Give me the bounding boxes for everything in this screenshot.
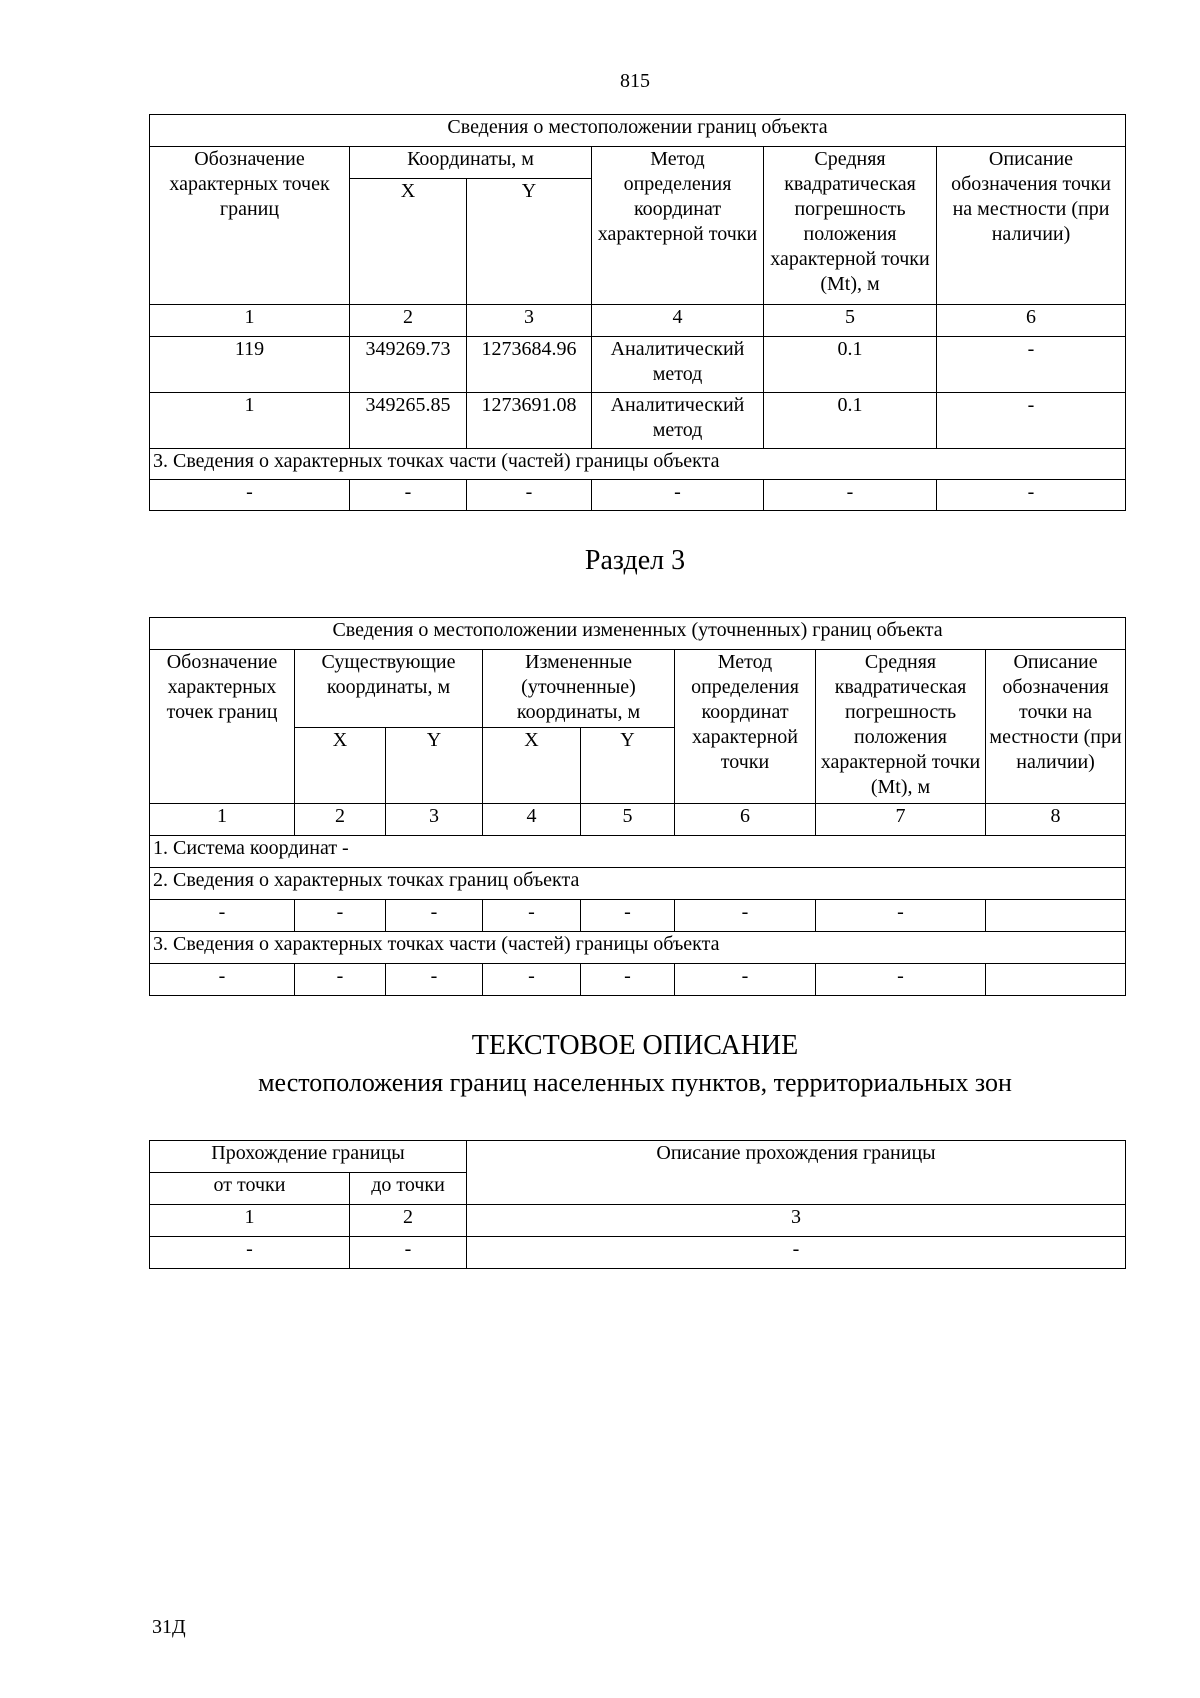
empty-cell: - — [386, 964, 483, 996]
empty-cell: - — [386, 900, 483, 932]
header-y: Y — [581, 728, 675, 804]
header-x: X — [350, 179, 467, 305]
empty-cell — [986, 900, 1126, 932]
table-title: Сведения о местоположении границ объекта — [150, 115, 1126, 147]
header-accuracy: Средняя квадратическая погрешность положения характерной точки (Mt), м — [764, 147, 937, 305]
empty-cell: - — [295, 964, 386, 996]
column-number: 2 — [295, 804, 386, 836]
empty-cell — [986, 964, 1126, 996]
empty-cell: - — [150, 964, 295, 996]
column-number: 6 — [937, 305, 1126, 337]
header-passage-description: Описание прохождения границы — [467, 1141, 1126, 1205]
text-description-title: ТЕКСТОВОЕ ОПИСАНИЕ — [471, 1030, 799, 1061]
header-accuracy: Средняя квадратическая погрешность положения характерной точки (Mt), м — [816, 650, 986, 804]
header-y: Y — [467, 179, 592, 305]
column-number: 5 — [581, 804, 675, 836]
table-row — [150, 1237, 1126, 1269]
column-number: 3 — [467, 305, 592, 337]
section-label: 3. Сведения о характерных точках части (частей) границы объекта — [150, 932, 1126, 964]
empty-cell: - — [483, 900, 581, 932]
column-number: 5 — [764, 305, 937, 337]
empty-cell: - — [675, 964, 816, 996]
column-number: 1 — [150, 305, 350, 337]
table-row — [150, 393, 1126, 449]
column-number: 2 — [350, 1205, 467, 1237]
page-number: 815 — [620, 70, 650, 92]
header-to-point: до точки — [350, 1173, 467, 1205]
table-row — [150, 900, 1126, 932]
header-existing-coordinates: Существующие координаты, м — [295, 650, 483, 728]
changed-boundary-table — [149, 617, 1126, 996]
empty-cell: - — [467, 480, 592, 511]
section-label: 3. Сведения о характерных точках части (частей) границы объекта — [150, 449, 1126, 480]
header-passage: Прохождение границы — [150, 1141, 467, 1173]
empty-cell: - — [150, 900, 295, 932]
header-point-designation: Обозначение характерных точек границ — [150, 147, 350, 305]
empty-cell: - — [483, 964, 581, 996]
column-number: 8 — [986, 804, 1126, 836]
header-y: Y — [386, 728, 483, 804]
description: - — [937, 337, 1126, 393]
point-id: 1 — [150, 393, 350, 449]
empty-cell: - — [816, 900, 986, 932]
section-label: 2. Сведения о характерных точках границ объекта — [150, 868, 1126, 900]
empty-cell: - — [295, 900, 386, 932]
column-number: 7 — [816, 804, 986, 836]
empty-cell: - — [937, 480, 1126, 511]
empty-cell: - — [581, 964, 675, 996]
coordinate-system-label: 1. Система координат - — [150, 836, 1126, 868]
header-coordinates: Координаты, м — [350, 147, 592, 179]
header-method: Метод определения координат характерной точки — [592, 147, 764, 305]
column-number: 4 — [592, 305, 764, 337]
column-number: 4 — [483, 804, 581, 836]
boundary-passage-table — [149, 1140, 1126, 1269]
description: - — [937, 393, 1126, 449]
table-row — [150, 480, 1126, 511]
header-x: X — [483, 728, 581, 804]
empty-cell: - — [150, 480, 350, 511]
column-number: 3 — [386, 804, 483, 836]
to-point: - — [350, 1237, 467, 1269]
column-number: 3 — [467, 1205, 1126, 1237]
accuracy: 0.1 — [764, 393, 937, 449]
boundary-location-table — [149, 114, 1126, 511]
header-from-point: от точки — [150, 1173, 350, 1205]
accuracy: 0.1 — [764, 337, 937, 393]
column-number: 1 — [150, 804, 295, 836]
empty-cell: - — [675, 900, 816, 932]
header-changed-coordinates: Измененные (уточненные) координаты, м — [483, 650, 675, 728]
header-method: Метод определения координат характерной точки — [675, 650, 816, 804]
method: Аналитический метод — [592, 393, 764, 449]
coord-y: 1273691.08 — [467, 393, 592, 449]
table-row — [150, 337, 1126, 393]
coord-y: 1273684.96 — [467, 337, 592, 393]
column-number: 1 — [150, 1205, 350, 1237]
empty-cell: - — [350, 480, 467, 511]
empty-cell: - — [816, 964, 986, 996]
empty-cell: - — [764, 480, 937, 511]
table-row — [150, 964, 1126, 996]
header-description: Описание обозначения точки на местности (при наличии) — [937, 147, 1126, 305]
header-description: Описание обозначения точки на местности (при наличии) — [986, 650, 1126, 804]
header-x: X — [295, 728, 386, 804]
footer-code: 31Д — [152, 1616, 186, 1638]
empty-cell: - — [581, 900, 675, 932]
header-point-designation: Обозначение характерных точек границ — [150, 650, 295, 804]
column-number: 2 — [350, 305, 467, 337]
point-id: 119 — [150, 337, 350, 393]
coord-x: 349269.73 — [350, 337, 467, 393]
table-title: Сведения о местоположении измененных (уточненных) границ объекта — [150, 618, 1126, 650]
empty-cell: - — [592, 480, 764, 511]
from-point: - — [150, 1237, 350, 1269]
column-number: 6 — [675, 804, 816, 836]
passage-description: - — [467, 1237, 1126, 1269]
coord-x: 349265.85 — [350, 393, 467, 449]
method: Аналитический метод — [592, 337, 764, 393]
text-description-subtitle: местоположения границ населенных пунктов, территориальных зон — [258, 1068, 1012, 1097]
section-title: Раздел 3 — [584, 545, 686, 576]
